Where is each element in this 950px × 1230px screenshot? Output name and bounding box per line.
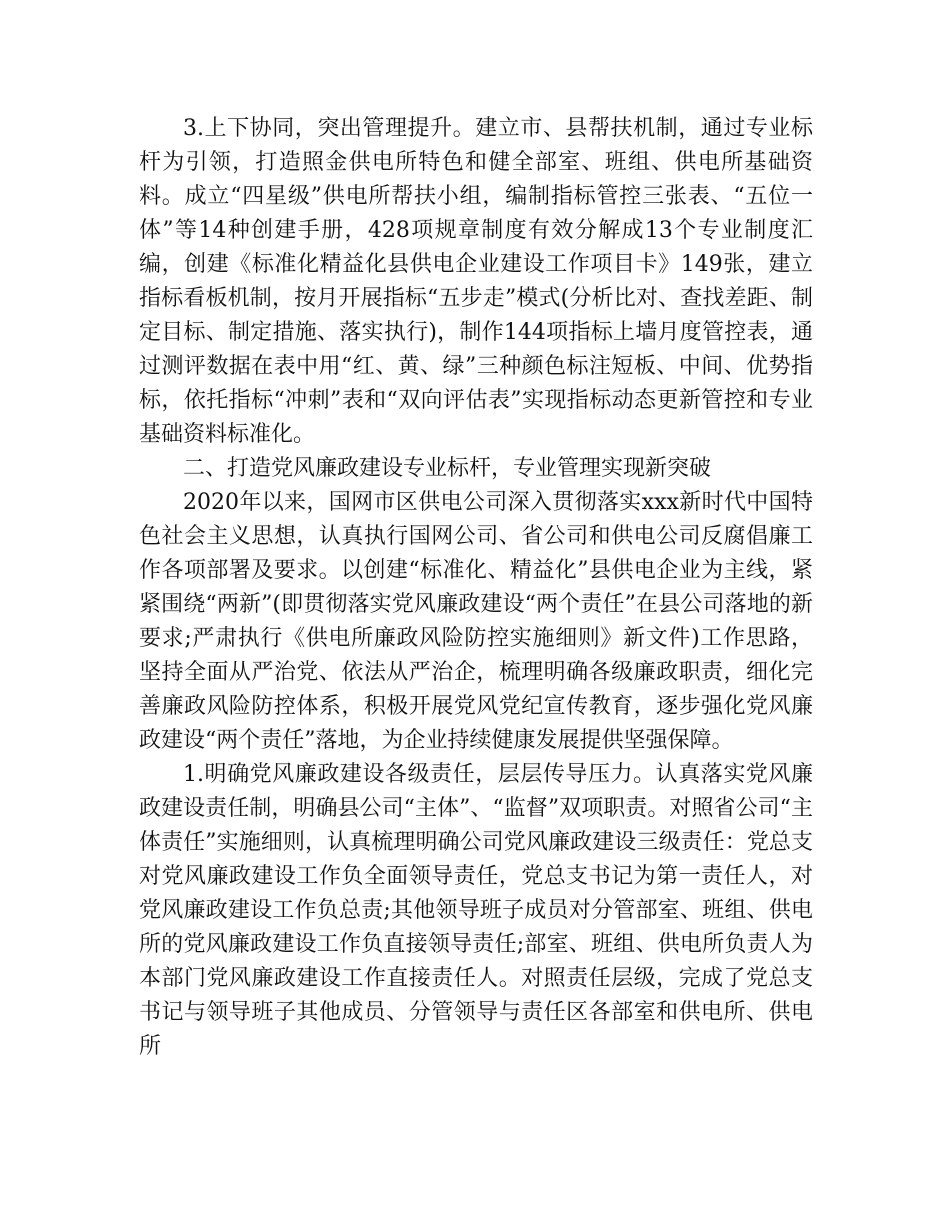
paragraph-responsibility: 1.明确党风廉政建设各级责任，层层传导压力。认真落实党风廉政建设责任制，明确县公司“主体”、“监督”双项职责。对照省公司“主体责任”实施细则，认真梳理明确公司党风廉政建设三级责任：党总支对党风廉政建设工作负全面领导责任，党总支书记为第一责任人，对党风廉政建设工作负总责;其他领导班子成员对分管部室、班组、供电所的党风廉政建设工作负直接领导责任;部室、班组、供电所负责人为本部门党风廉政建设工作直接责任人。对照责任层级，完成了党总支书记与领导班子其他成员、分管领导与责任区各部室和供电所、供电所	[139, 762, 813, 1059]
document-body	[139, 112, 813, 1064]
paragraph-management-improvement: 3.上下协同，突出管理提升。建立市、县帮扶机制，通过专业标杆为引领，打造照金供电所特色和健全部室、班组、供电所基础资料。成立“四星级”供电所帮扶小组，编制指标管控三张表、“五位一体”等14种创建手册，428项规章制度有效分解成13个专业制度汇编，创建《标准化精益化县供电企业建设工作项目卡》149张，建立指标看板机制，按月开展指标“五步走”模式(分析比对、查找差距、制定目标、制定措施、落实执行)，制作144项指标上墙月度管控表，通过测评数据在表中用“红、黄、绿”三种颜色标注短板、中间、优势指标，依托指标“冲刺”表和“双向评估表”实现指标动态更新管控和专业基础资料标准化。	[139, 116, 813, 447]
paragraph-section-intro: 2020年以来，国网市区供电公司深入贯彻落实xxx新时代中国特色社会主义思想，认真执行国网公司、省公司和供电公司反腐倡廉工作各项部署及要求。以创建“标准化、精益化”县供电企业为主线，紧紧围绕“两新”(即贯彻落实党风廉政建设“两个责任”在县公司落地的新要求;严肃执行《供电所廉政风险防控实施细则》新文件)工作思路，坚持全面从严治党、依法从严治企，梳理明确各级廉政职责，细化完善廉政风险防控体系，积极开展党风党纪宣传教育，逐步强化党风廉政建设“两个责任”落地，为企业持续健康发展提供坚强保障。	[139, 490, 813, 753]
section-heading-two: 二、打造党风廉政建设专业标杆，专业管理实现新突破	[183, 456, 712, 481]
